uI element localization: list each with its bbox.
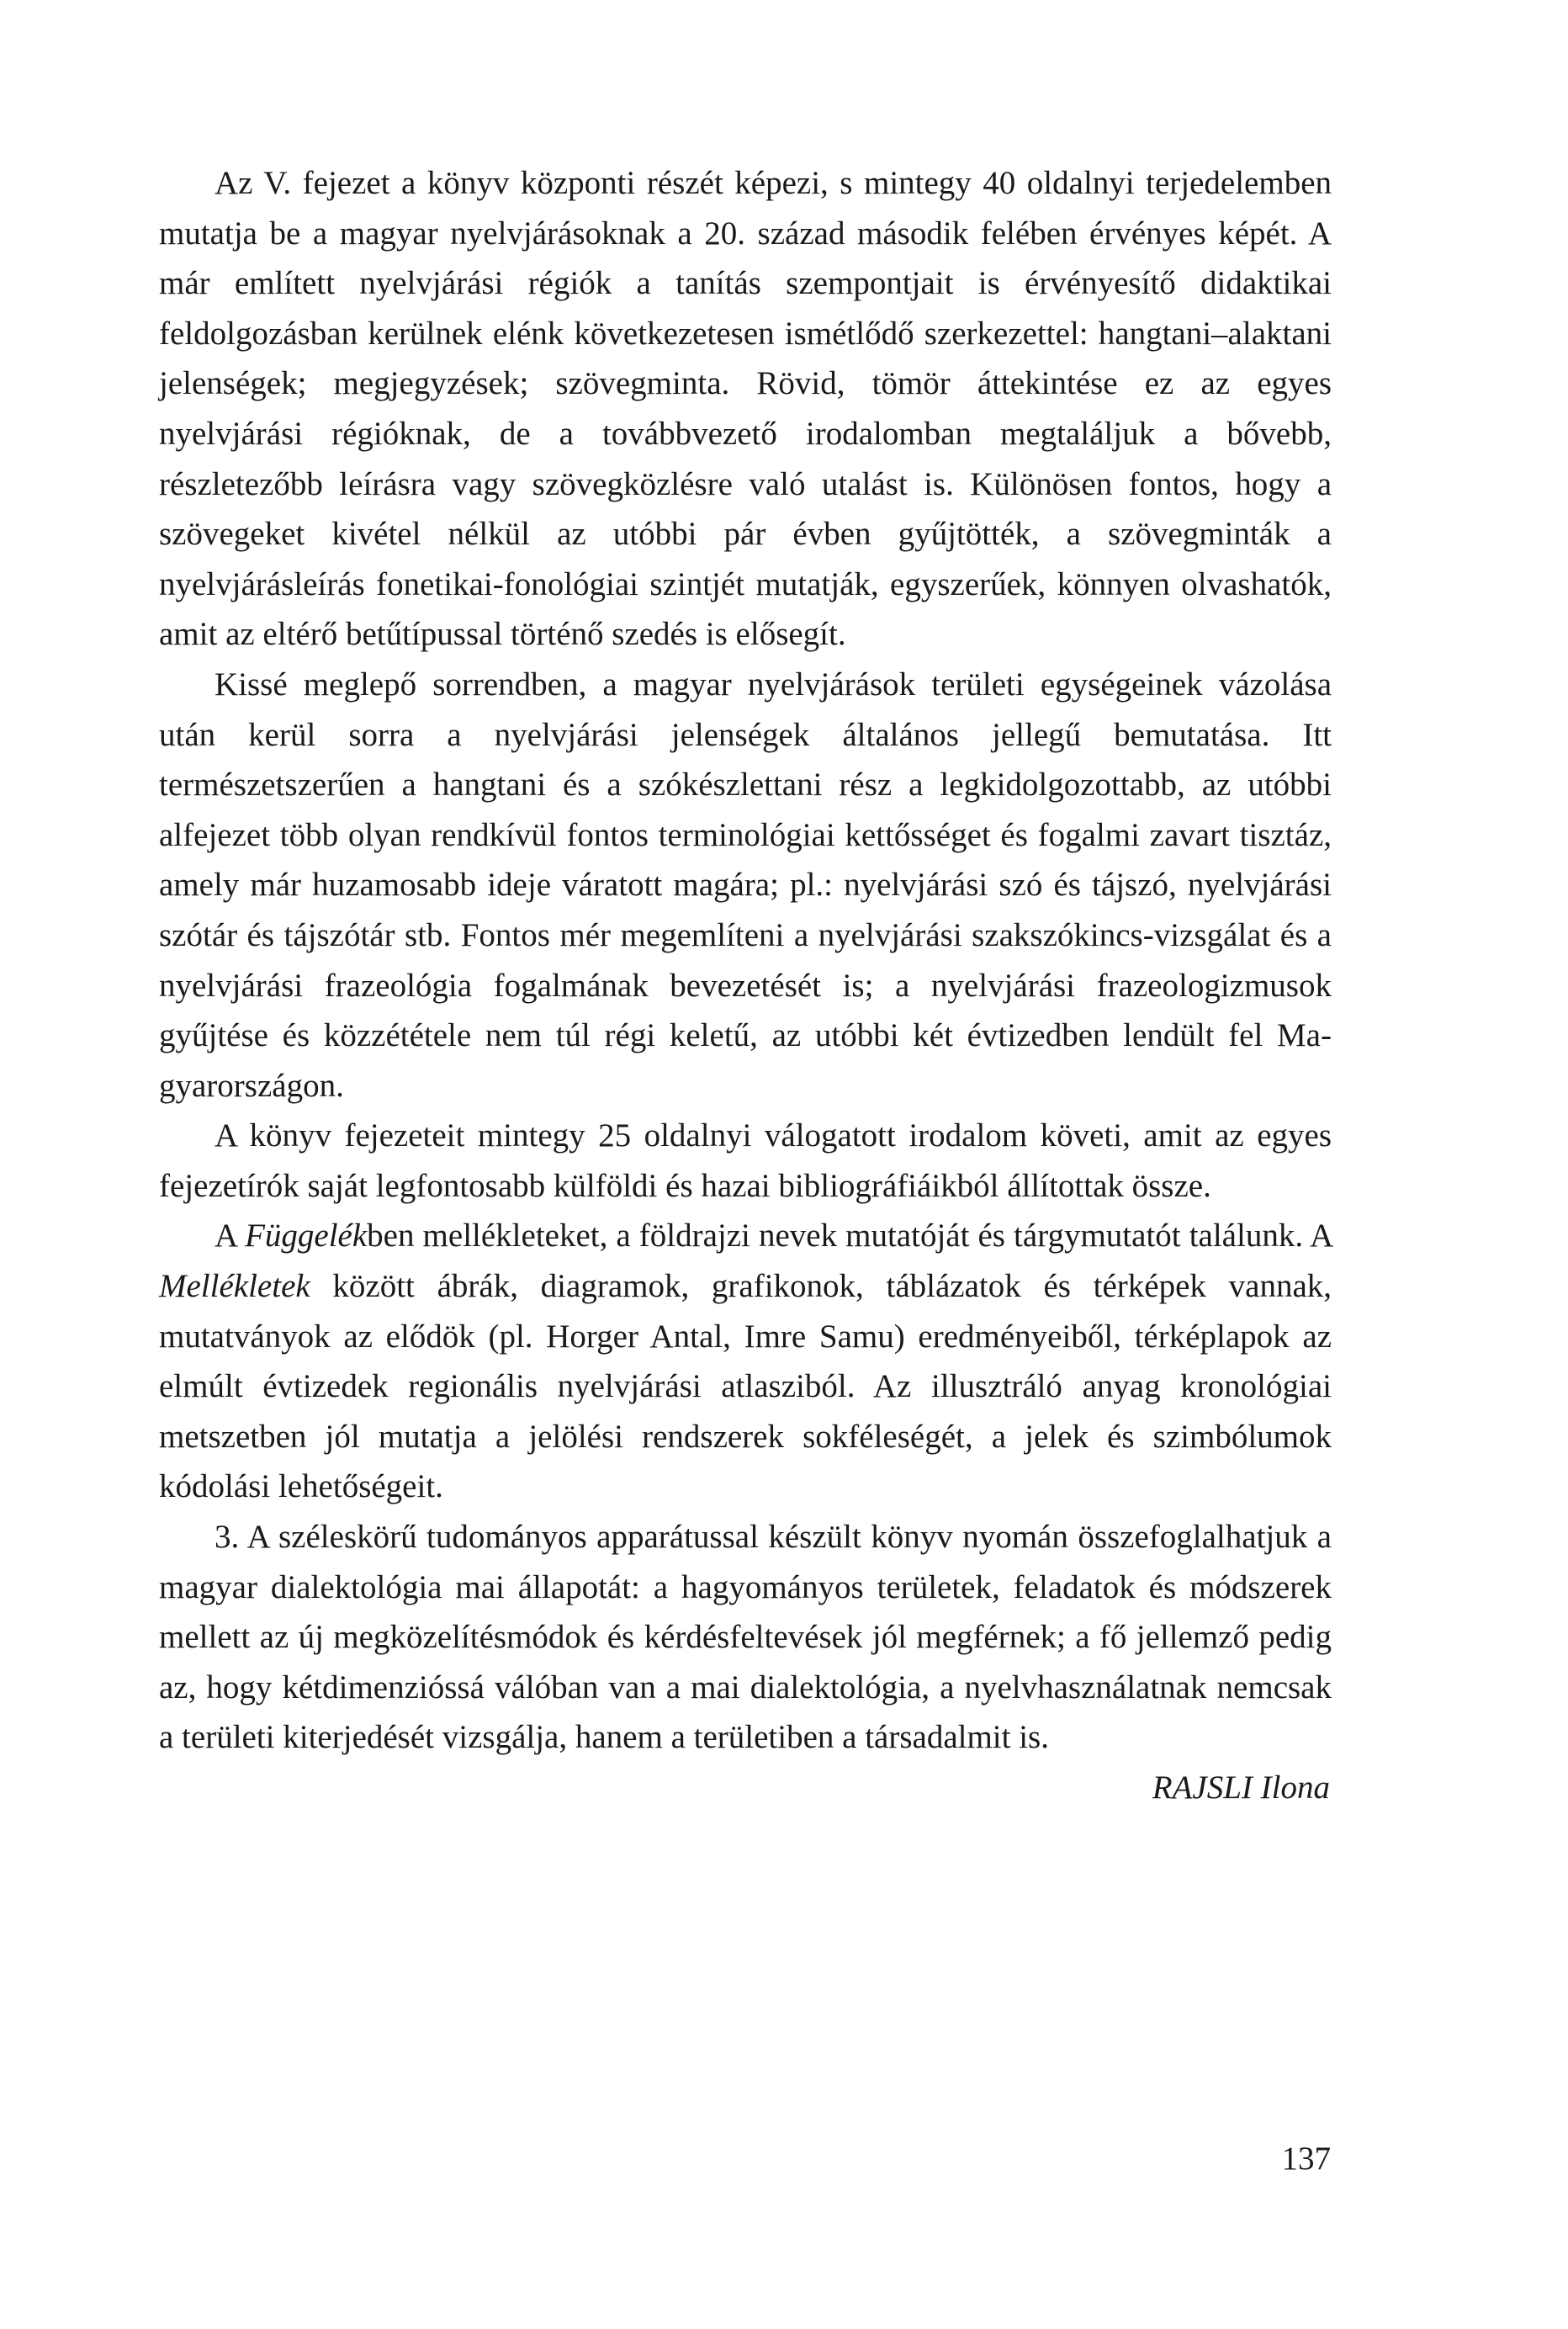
paragraph-5: 3. A széleskörű tudományos apparátussal készült könyv nyomán összefoglalhatjuk a magyar dialektológia mai állapotát: a hagyományos területek, feladatok és módszerek mellett az új megközelítésmódok és kérdésfeltevések jól megférnek; a fő jellemző pedig az, hogy kétdimenzióssá válóban van a mai dialektológia, a nyelvhasználatnak nemcsak a területi kiterjedését vizsgálja, hanem a területiben a társadalmit is. [159, 1519, 1332, 1756]
paragraph-2: Kissé meglepő sorrendben, a magyar nyelvjárások területi egységeinek vázolása után kerül sorra a nyelvjárási jelenségek általános jellegű bemutatása. Itt természetszerűen a hangtani és a szókészlettani rész a legkidolgozottabb, az utóbbi alfejezet több olyan rendkívül fontos terminológiai kettősséget és fogalmi zavart tisztáz, amely már huzamosabb ideje váratott magára; pl.: nyelvjárási szó és tájszó, nyelvjárási szótár és tájszótár stb. Fontos mér megemlíteni a nyelvjárási szakszókincs-vizsgálat és a nyelvjárási frazeológia fogalmának bevezetését is; a nyelvjárási frazeologizmusok gyűjtése és közzététele nem túl régi keletű, az utóbbi két évtizedben lendült fel Magyarországon. [159, 666, 1332, 1104]
italic-term-mellekletek: Mellékletek [159, 1268, 310, 1305]
italic-term-fuggelek: Függelék [245, 1218, 368, 1255]
paragraph-3: A könyv fejezeteit mintegy 25 oldalnyi válogatott irodalom követi, amit az egyes fejezetírók saját legfontosabb külföldi és hazai bibliográfiáikból állítottak össze. [159, 1117, 1332, 1204]
paragraph-4-part-b: ben mellékleteket, a földrajzi nevek mutatóját és tárgymutatót találunk. A [367, 1218, 1332, 1255]
paragraph-4-part-c: között ábrák, diagramok, grafikonok, táblázatok és térképek vannak, mutatványok az elődök (pl. Horger Antal, Imre Samu) eredményeiből, térképlapok az elmúlt évtizedek regionális nyelvjárási atlasziból. Az illusztráló anyag kronológiai metszetben jól mutatja a jelölési rendszerek sokféleségét, a jelek és szimbólumok kódolási lehetőségeit. [159, 1268, 1332, 1505]
paragraph-4 [159, 1211, 1332, 1512]
paragraph-1: Az V. fejezet a könyv központi részét képezi, s mintegy 40 oldalnyi terjedelemben mutatja be a magyar nyelvjárásoknak a 20. század második felében érvényes képét. A már említett nyelvjárási régiók a tanítás szempontjait is érvényesítő didaktikai feldolgozásban kerülnek elénk következetesen ismétlődő szerkezettel: hangtani–alaktani jelenségek; megjegyzések; szövegminta. Rövid, tömör áttekintése ez az egyes nyelvjárási régióknak, de a továbbvezető irodalomban megtaláljuk a bővebb, részletezőbb leírásra vagy szövegközlésre való utalást is. Különösen fontos, hogy a szövegeket kivétel nélkül az utóbbi pár évben gyűjtötték, a szövegminták a nyelvjárásleírás fonetikai-fonológiai szintjét mutatják, egyszerűek, könnyen olvashatók, amit az eltérő betűtípussal történő szedés is elősegít. [159, 165, 1332, 653]
body-text [159, 158, 1332, 1813]
author-signature: RAJSLI Ilona [1152, 1769, 1330, 1806]
paragraph-4-part-a: A [215, 1218, 246, 1255]
page-number: 137 [1281, 2141, 1331, 2177]
